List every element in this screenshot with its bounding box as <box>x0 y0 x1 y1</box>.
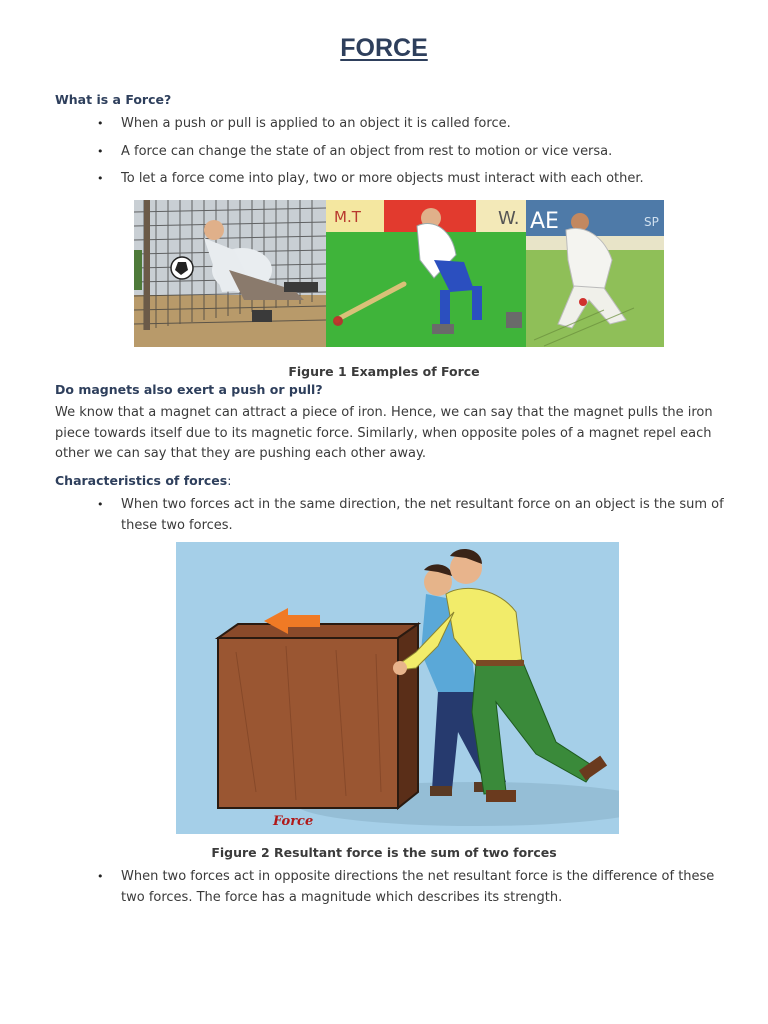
section-heading-what-is-force: What is a Force? <box>55 92 172 107</box>
banner-text-ae: AE <box>530 209 559 234</box>
bullet-dot: • <box>97 117 104 130</box>
force-label: Force <box>273 814 314 829</box>
figure-1-caption: Figure 1 Examples of Force <box>288 364 480 379</box>
banner-text-w: W. <box>498 208 520 229</box>
characteristics-list-top <box>0 495 768 536</box>
cricket-panel <box>526 200 664 347</box>
goalkeeper-panel <box>134 200 326 347</box>
list-item <box>0 867 768 908</box>
list-item-text: To let a force come into play, two or more objects must interact with each other. <box>121 171 644 186</box>
bullet-dot: • <box>97 498 104 511</box>
banner-text-mt: M.T <box>334 208 361 226</box>
magnets-paragraph: We know that a magnet can attract a piece of iron. Hence, we can say that the magnet pulls the iron piece towards itself due to its magnetic force. Similarly, when opposite poles of a magnet repel each other we can say that they are pushing each other away. <box>55 405 713 461</box>
figure-2-illustration <box>176 542 619 834</box>
list-item-text: When two forces act in opposite directions the net resultant force is the difference of these two forces. The force has a magnitude which describes its strength. <box>121 869 715 905</box>
figure-1-examples-image <box>134 200 664 347</box>
list-item-text: A force can change the state of an object from rest to motion or vice versa. <box>121 143 613 159</box>
list-item-text: When a push or pull is applied to an object it is called force. <box>121 116 511 131</box>
characteristics-heading-colon: : <box>227 473 232 488</box>
force-definition-list <box>0 114 768 190</box>
bullet-dot: • <box>97 870 104 883</box>
characteristics-heading-text: Characteristics of forces <box>55 473 228 488</box>
section-heading-characteristics <box>55 473 231 488</box>
figure-2-caption: Figure 2 Resultant force is the sum of two forces <box>211 845 557 860</box>
banner-text-sp: SP <box>644 215 659 229</box>
figure-2-pushing-box-image <box>176 542 619 834</box>
list-item-text: When two forces act in the same direction, the net resultant force on an object is the sum of these two forces. <box>121 497 724 533</box>
list-item <box>0 114 768 135</box>
figure-1-illustration <box>134 200 664 347</box>
list-item <box>0 495 768 536</box>
page-title: FORCE <box>340 34 428 62</box>
section-heading-magnets: Do magnets also exert a push or pull? <box>55 382 323 397</box>
bullet-dot: • <box>97 144 104 158</box>
bullet-dot: • <box>97 172 104 185</box>
wooden-box <box>218 624 418 808</box>
list-item <box>0 169 768 190</box>
characteristics-list-bottom <box>0 867 768 908</box>
list-item <box>0 142 768 163</box>
hockey-panel <box>326 200 526 347</box>
